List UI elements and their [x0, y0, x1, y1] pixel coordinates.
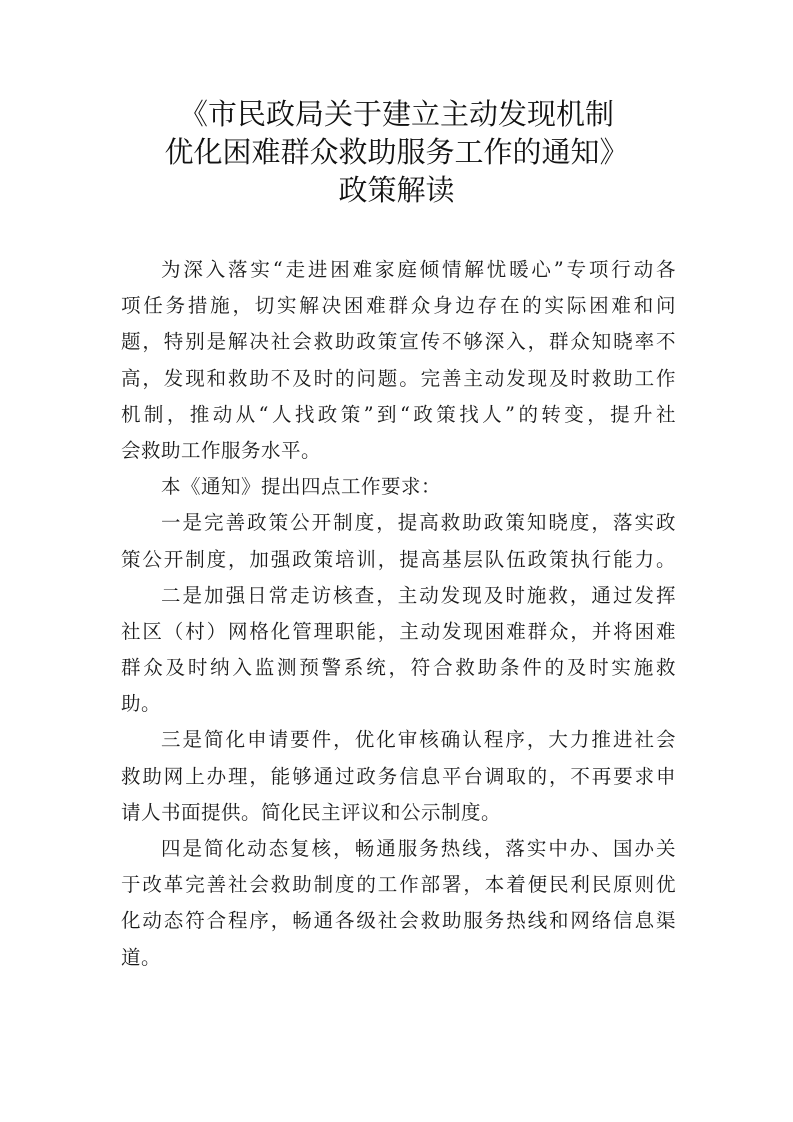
title-line-2: 优化困难群众救助服务工作的通知》 — [164, 135, 629, 169]
title-line-3: 政策解读 — [338, 173, 455, 207]
document-body — [121, 252, 676, 976]
body-line: 救助网上办理，能够通过政务信息平台调取的，不再要求申 — [121, 764, 676, 788]
body-line: 化动态符合程序，畅通各级社会救助服务热线和网络信息渠 — [121, 909, 676, 933]
body-line: 会救助工作服务水平。 — [121, 438, 322, 462]
body-line: 题，特别是解决社会救助政策宣传不够深入，群众知晓率不 — [121, 330, 676, 354]
document-title — [0, 95, 793, 209]
body-line: 于改革完善社会救助制度的工作部署，本着便民利民原则优 — [121, 873, 676, 897]
body-line: 策公开制度，加强政策培训，提高基层队伍政策执行能力。 — [121, 547, 676, 571]
body-line: 请人书面提供。简化民主评议和公示制度。 — [121, 800, 502, 824]
body-line: 三是简化申请要件，优化审核确认程序，大力推进社会 — [161, 728, 676, 752]
body-line: 助。 — [121, 692, 162, 716]
body-line: 四是简化动态复核，畅通服务热线，落实中办、国办关 — [161, 837, 676, 860]
body-line: 为深入落实“走进困难家庭倾情解忧暖心”专项行动各 — [161, 258, 676, 281]
body-line: 社区（村）网格化管理职能，主动发现困难群众，并将困难 — [121, 619, 676, 643]
body-line: 高，发现和救助不及时的问题。完善主动发现及时救助工作 — [121, 366, 676, 390]
body-line: 一是完善政策公开制度，提高救助政策知晓度，落实政 — [161, 511, 676, 535]
body-line: 道。 — [121, 945, 162, 969]
body-line: 机制，推动从“人找政策”到“政策找人”的转变，提升社 — [121, 402, 676, 426]
body-line: 二是加强日常走访核查，主动发现及时施救，通过发挥 — [161, 583, 676, 607]
body-line: 本《通知》提出四点工作要求： — [161, 475, 442, 499]
title-line-1: 《市民政局关于建立主动发现机制 — [178, 97, 614, 131]
body-line: 群众及时纳入监测预警系统，符合救助条件的及时实施救 — [121, 656, 676, 680]
body-line: 项任务措施，切实解决困难群众身边存在的实际困难和问 — [121, 294, 676, 318]
